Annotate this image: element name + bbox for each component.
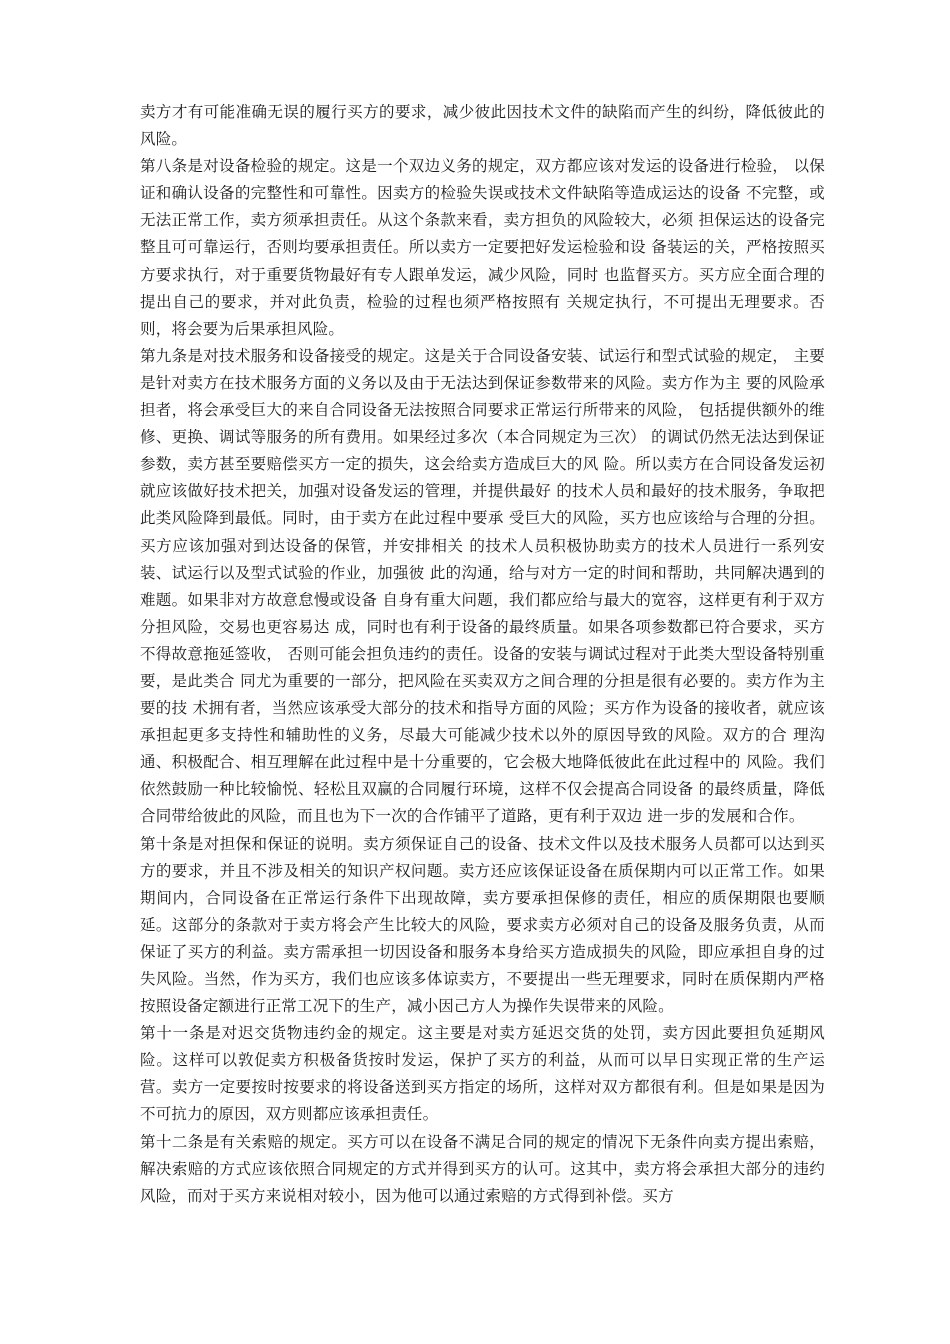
paragraph-article-12: 第十二条是有关索赔的规定。买方可以在设备不满足合同的规定的情况下无条件向卖方提出索赔，解决索赔的方式应该依照合同规定的方式并得到买方的认可。这其中，卖方将会承担大部分的违约风险，而对于买方来说相对较小，因为他可以通过索赔的方式得到补偿。买方 [140, 1132, 825, 1205]
paragraph-article-11: 第十一条是对迟交货物违约金的规定。这主要是对卖方延迟交货的处罚，卖方因此要担负延期风险。这样可以敦促卖方积极备货按时发运，保护了买方的利益，从而可以早日实现正常的生产运营。卖方一定要按时按要求的将设备送到买方指定的场所，这样对双方都很有利。但是如果是因为不可抗力的原因，双方则都应该承担责任。 [140, 1024, 825, 1124]
document-body [140, 99, 825, 1210]
paragraph-article-8: 第八条是对设备检验的规定。这是一个双边义务的规定，双方都应该对发运的设备进行检验， 以保证和确认设备的完整性和可靠性。因卖方的检验失误或技术文件缺陷等造成运达的设备 不完整，或无法正常工作，卖方须承担责任。从这个条款来看，卖方担负的风险较大，必须 担保运达的设备完整且可可靠运行，否则均要承担责任。所以卖方一定要把好发运检验和设 备装运的关，严格按照买方要求执行，对于重要货物最好有专人跟单发运，减少风险，同时 也监督买方。买方应全面合理的提出自己的要求，并对此负责，检验的过程也须严格按照有 关规定执行，不可提出无理要求。否则，将会要为后果承担风险。 [140, 157, 825, 338]
paragraph-article-10: 第十条是对担保和保证的说明。卖方须保证自己的设备、技术文件以及技术服务人员都可以达到买方的要求，并且不涉及相关的知识产权问题。卖方还应该保证设备在质保期内可以正常工作。如果期间内，合同设备在正常运行条件下出现故障，卖方要承担保修的责任，相应的质保期限也要顺延。这部分的条款对于卖方将会产生比较大的风险，要求卖方必须对自己的设备及服务负责，从而保证了买方的利益。卖方需承担一切因设备和服务本身给买方造成损失的风险，即应承担自身的过失风险。当然，作为买方，我们也应该多体谅卖方，不要提出一些无理要求，同时在质保期内严格按照设备定额进行正常工况下的生产，减小因己方人为操作失误带来的风险。 [140, 834, 825, 1016]
paragraph-continuation: 卖方才有可能准确无误的履行买方的要求，减少彼此因技术文件的缺陷而产生的纠纷，降低彼此的风险。 [140, 103, 825, 149]
paragraph-article-9: 第九条是对技术服务和设备接受的规定。这是关于合同设备安装、试运行和型式试验的规定， 主要是针对卖方在技术服务方面的义务以及由于无法达到保证参数带来的风险。卖方作为主 要的风险承担者，将会承受巨大的来自合同设备无法按照合同要求正常运行所带来的风险， 包括提供额外的维修、更换、调试等服务的所有费用。如果经过多次（本合同规定为三次） 的调试仍然无法达到保证参数，卖方甚至要赔偿买方一定的损失，这会给卖方造成巨大的风 险。所以卖方在合同设备发运初就应该做好技术把关，加强对设备发运的管理，并提供最好 的技术人员和最好的技术服务，争取把此类风险降到最低。同时，由于卖方在此过程中要承 受巨大的风险，买方也应该给与合理的分担。买方应该加强对到达设备的保管，并安排相关 的技术人员积极协助卖方的技术人员进行一系列安装、试运行以及型式试验的作业，加强彼 此的沟通，给与对方一定的时间和帮助，共同解决遇到的难题。如果非对方故意怠慢或设备 自身有重大问题，我们都应给与最大的宽容，这样更有利于双方分担风险，交易也更容易达 成，同时也有利于设备的最终质量。如果各项参数都已符合要求，买方不得故意拖延签收， 否则可能会担负违约的责任。设备的安装与调试过程对于此类大型设备特别重要，是此类合 同尤为重要的一部分，把风险在买卖双方之间合理的分担是很有必要的。卖方作为主要的技 术拥有者，当然应该承受大部分的技术和指导方面的风险；买方作为设备的接收者，就应该 承担起更多支持性和辅助性的义务，尽最大可能减少技术以外的原因导致的风险。双方的合 理沟通、积极配合、相互理解在此过程中是十分重要的，它会极大地降低彼此在此过程中的 风险。我们依然鼓励一种比较愉悦、轻松且双赢的合同履行环境，这样不仅会提高合同设备 的最终质量，降低合同带给彼此的风险，而且也为下一次的合作铺平了道路，更有利于双边 进一步的发展和合作。 [140, 346, 825, 826]
